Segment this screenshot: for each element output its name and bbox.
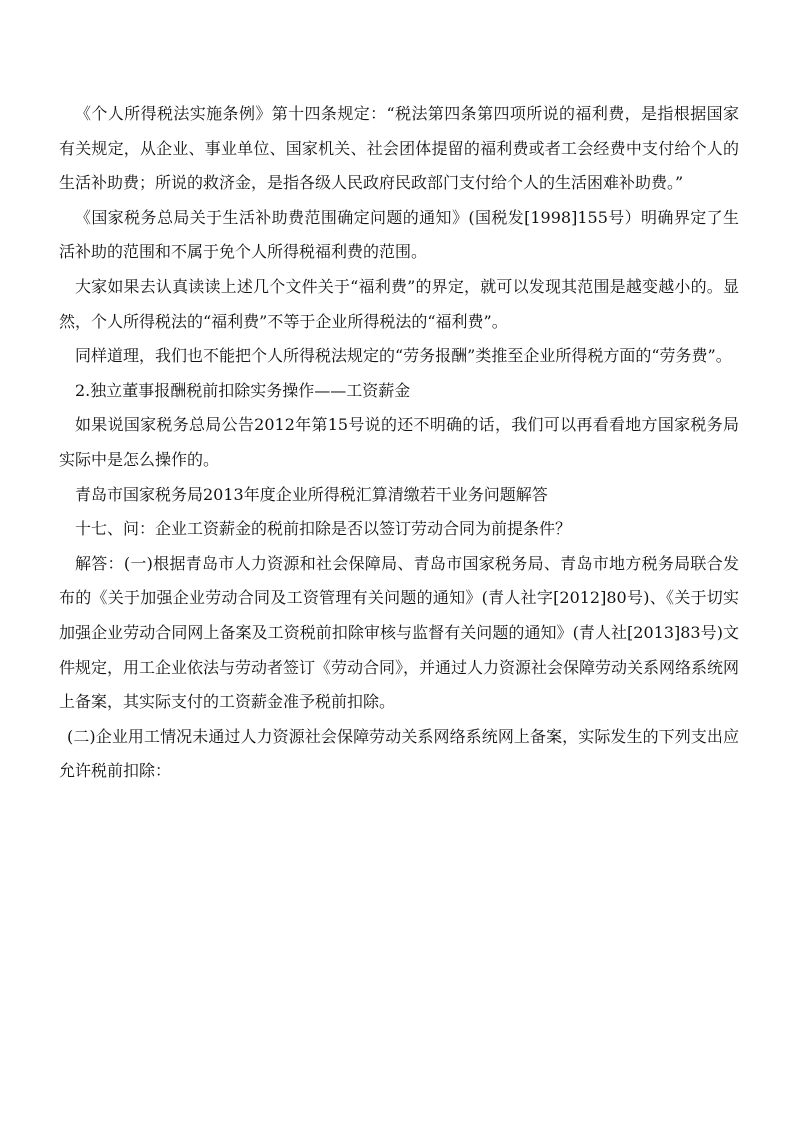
paragraph-welfare-comparison: 大家如果去认真读读上述几个文件关于“福利费”的界定，就可以发现其范围是越变越小的。显然，个人所得税法的“福利费”不等于企业所得税法的“福利费”。 [59, 276, 739, 331]
paragraph-subsidy-notice: 《国家税务总局关于生活补助费范围确定问题的通知》(国税发[1998]155号）明确界定了生活补助的范围和不属于免个人所得税福利费的范围。 [59, 207, 739, 262]
paragraph-answer-part-2: (二)企业用工情况未通过人力资源社会保障劳动关系网络系统网上备案，实际发生的下列支出应允许税前扣除： [59, 726, 739, 781]
paragraph-qingdao-title: 青岛市国家税务局2013年度企业所得税汇算清缴若干业务问题解答 [75, 484, 548, 504]
paragraph-answer-part-1: 解答：(一)根据青岛市人力资源和社会保障局、青岛市国家税务局、青岛市地方税务局联合发布的《关于加强企业劳动合同及工资管理有关问题的通知》(青人社字[2012]80号)、《关于切实加强企业劳动合同网上备案及工资税前扣除审核与监督有关问题的通知》(青人社[2013]83号)文件规定，用工企业依法与劳动者签订《劳动合同》，并通过人力资源社会保障劳动关系网络系统网上备案，其实际支付的工资薪金准予税前扣除。 [59, 553, 740, 712]
paragraph-welfare-definition: 《个人所得税法实施条例》第十四条规定：“税法第四条第四项所说的福利费，是指根据国家有关规定，从企业、事业单位、国家机关、社会团体提留的福利费或者工会经费中支付给个人的生活补助费；所说的救济金，是指各级人民政府民政部门支付给个人的生活困难补助费。” [59, 104, 739, 193]
paragraph-question-17: 十七、问：企业工资薪金的税前扣除是否以签订劳动合同为前提条件？ [75, 519, 572, 539]
section-heading-director-pay: 2.独立董事报酬税前扣除实务操作——工资薪金 [75, 380, 411, 400]
paragraph-local-practice: 如果说国家税务总局公告2012年第15号说的还不明确的话，我们可以再看看地方国家税务局实际中是怎么操作的。 [59, 415, 739, 469]
document-body [59, 97, 739, 789]
paragraph-labor-remuneration: 同样道理，我们也不能把个人所得税法规定的“劳务报酬”类推至企业所得税方面的“劳务费”。 [75, 346, 732, 366]
